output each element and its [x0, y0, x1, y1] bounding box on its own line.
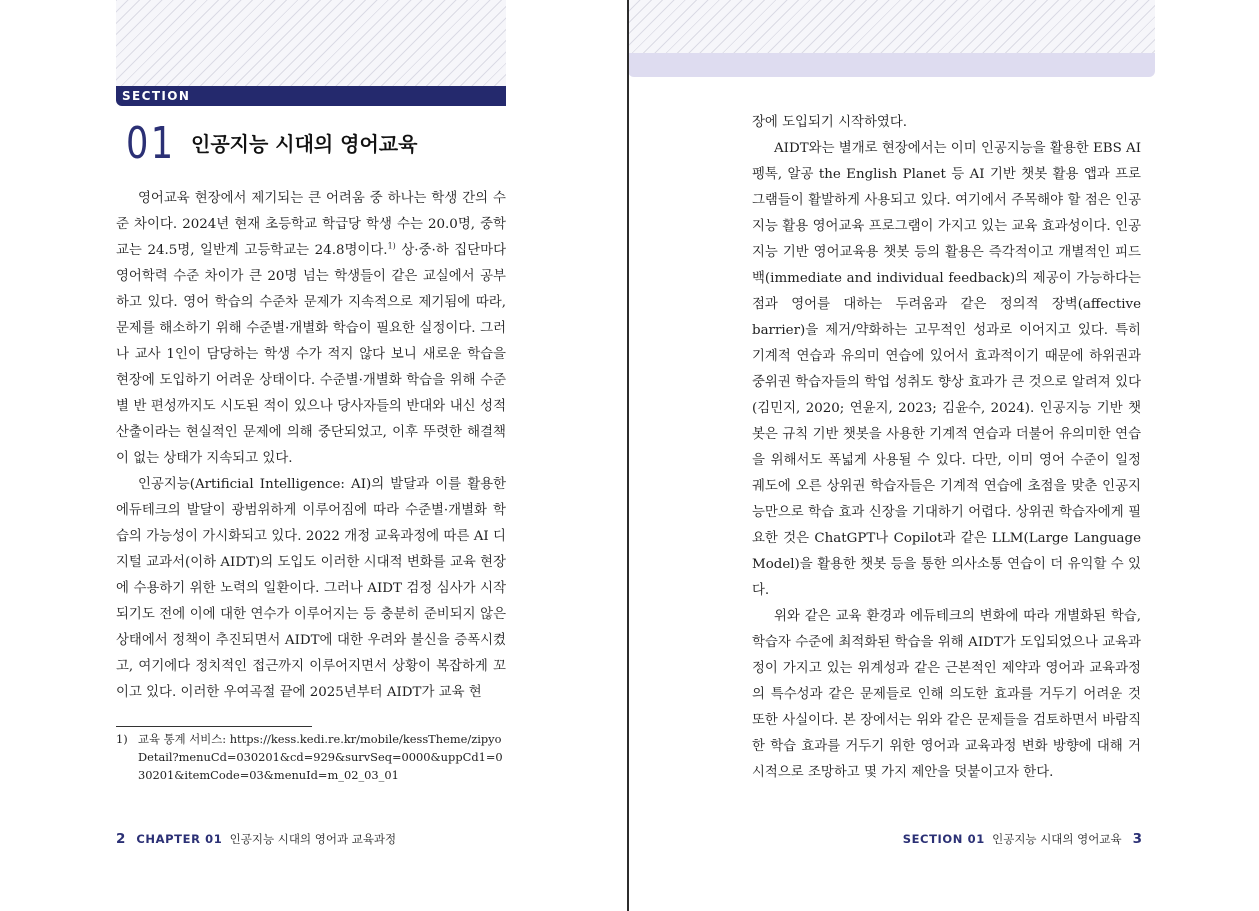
running-title: 인공지능 시대의 영어과 교육과정 — [229, 832, 397, 846]
section-label: SECTION 01 — [902, 832, 985, 846]
section-bar — [116, 86, 506, 106]
book-spine — [627, 0, 629, 911]
body-paragraph: AIDT와는 별개로 현장에서는 이미 인공지능을 활용한 EBS AI 펭톡, 알공 the English Planet 등 AI 기반 챗봇 활용 앱과 프로그램들이 활발하게 사용되고 있다. 여기에서 주목해야 할 점은 인공지능 활용 영어교육 프로그램이 가지고 있는 교육 효과성이다. 인공지능 기반 영어교육용 챗봇 등의 활용은 즉각적이고 개별적인 피드백(immediate and individual feedback)의 제공이 가능하다는 점과 영어를 대하는 두려움과 같은 정의적 장벽(affective barrier)을 제거/약화하는 고무적인 성과로 이어지고 있다. 특히 기계적 연습과 유의미 연습에 있어서 효과적이기 때문에 하위권과 중위권 학습자들의 학업 성취도 향상 효과가 큰 것으로 알려져 있다(김민지, 2020; 연윤지, 2023; 김윤수, 2024). 인공지능 기반 챗봇은 규칙 기반 챗봇을 사용한 기계적 연습과 더불어 유의미한 연습을 위해서도 폭넓게 사용될 수 있다. 다만, 이미 영어 수준이 일정 궤도에 오른 상위권 학습자들은 기계적 연습에 초점을 맞춘 인공지능만으로 학습 효과 신장을 기대하기 어렵다. 상위권 학습자에게 필요한 것은 ChatGPT나 Copilot과 같은 LLM(Large Language Model)을 활용한 챗봇 등을 통한 의사소통 연습이 더 유익할 수 있다. — [752, 141, 1141, 598]
left-body-text — [116, 186, 506, 706]
section-label: SECTION — [122, 89, 191, 103]
section-number: 01 — [126, 118, 176, 169]
continued-paragraph: 장에 도입되기 시작하였다. — [752, 115, 908, 130]
running-title: 인공지능 시대의 영어교육 — [992, 832, 1122, 846]
body-paragraph — [116, 186, 506, 472]
footnote-text: 교육 통계 서비스: https://kess.kedi.re.kr/mobile/kessTheme/zipyoDetail?menuCd=030201&cd=929&survSeq=0000&uppCd1=030201&itemCode=03&menuId=m_02_03_01 — [138, 732, 503, 782]
footnote-marker: 1) — [116, 732, 128, 746]
right-header-pattern — [628, 0, 1155, 53]
page-title: 인공지능 시대의 영어교육 — [191, 132, 418, 156]
chapter-label: CHAPTER 01 — [136, 832, 223, 846]
body-paragraph: 위와 같은 교육 환경과 에듀테크의 변화에 따라 개별화된 학습, 학습자 수준에 최적화된 학습을 위해 AIDT가 도입되었으나 교육과정이 가지고 있는 위계성과 같은 근본적인 제약과 영어과 교육과정의 특수성과 같은 문제들로 인해 의도한 효과를 거두기 어려운 것 또한 사실이다. 본 장에서는 위와 같은 문제들을 검토하면서 바람직한 학습 효과를 거두기 위한 영어과 교육과정 변화 방향에 대해 거시적으로 조망하고 몇 가지 제안을 덧붙이고자 한다. — [752, 609, 1141, 780]
footnote-divider — [116, 726, 312, 727]
left-header-pattern — [116, 0, 506, 88]
body-paragraph: 인공지능(Artificial Intelligence: AI)의 발달과 이를 활용한 에듀테크의 발달이 광범위하게 이루어짐에 따라 수준별·개별화 학습의 가능성이 가시화되고 있다. 2022 개정 교육과정에 따른 AI 디지털 교과서(이하 AIDT)의 도입도 이러한 시대적 변화를 교육 현장에 수용하기 위한 노력의 일환이다. 그러나 AIDT 검정 심사가 시작되기도 전에 이에 대한 연수가 이루어지는 등 충분히 준비되지 않은 상태에서 정책이 추진되면서 AIDT에 대한 우려와 불신을 증폭시켰고, 여기에다 정치적인 접근까지 이루어지면서 상황이 복잡하게 꼬이고 있다. 이러한 우여곡절 끝에 2025년부터 AIDT가 교육 현 — [116, 477, 506, 700]
footnote — [116, 730, 506, 784]
paragraph-text: 상·중·하 집단마다 영어학력 수준 차이가 큰 20명 넘는 학생들이 같은 교실에서 공부하고 있다. 영어 학습의 수준차 문제가 지속적으로 제기됨에 따라, 문제를 해소하기 위해 수준별·개별화 학습이 필요한 실정이다. 그러나 교사 1인이 담당하는 학생 수가 적지 않다 보니 새로운 학습을 현장에 도입하기 어려운 상태이다. 수준별·개별화 학습을 위해 수준별 반 편성까지도 시도된 적이 있으나 당사자들의 반대와 내신 성적 산출이라는 현실적인 문제에 의해 중단되었고, 이후 뚜렷한 해결책이 없는 상태가 지속되고 있다. — [116, 243, 506, 466]
left-page-footer — [116, 829, 396, 849]
paragraph-text: 영어교육 현장에서 제기되는 큰 어려움 중 하나는 학생 간의 수준 차이다. 2024년 현재 초등학교 학급당 학생 수는 20.0명, 중학교는 24.5명, 일반계 고등학교는 24.8명이다. — [116, 191, 506, 258]
right-body-text — [752, 110, 1141, 786]
right-page-footer — [903, 829, 1142, 849]
right-header-band — [628, 53, 1155, 77]
footnote-reference: 1) — [387, 241, 396, 251]
page-number: 3 — [1132, 831, 1142, 847]
page-number: 2 — [116, 831, 126, 847]
